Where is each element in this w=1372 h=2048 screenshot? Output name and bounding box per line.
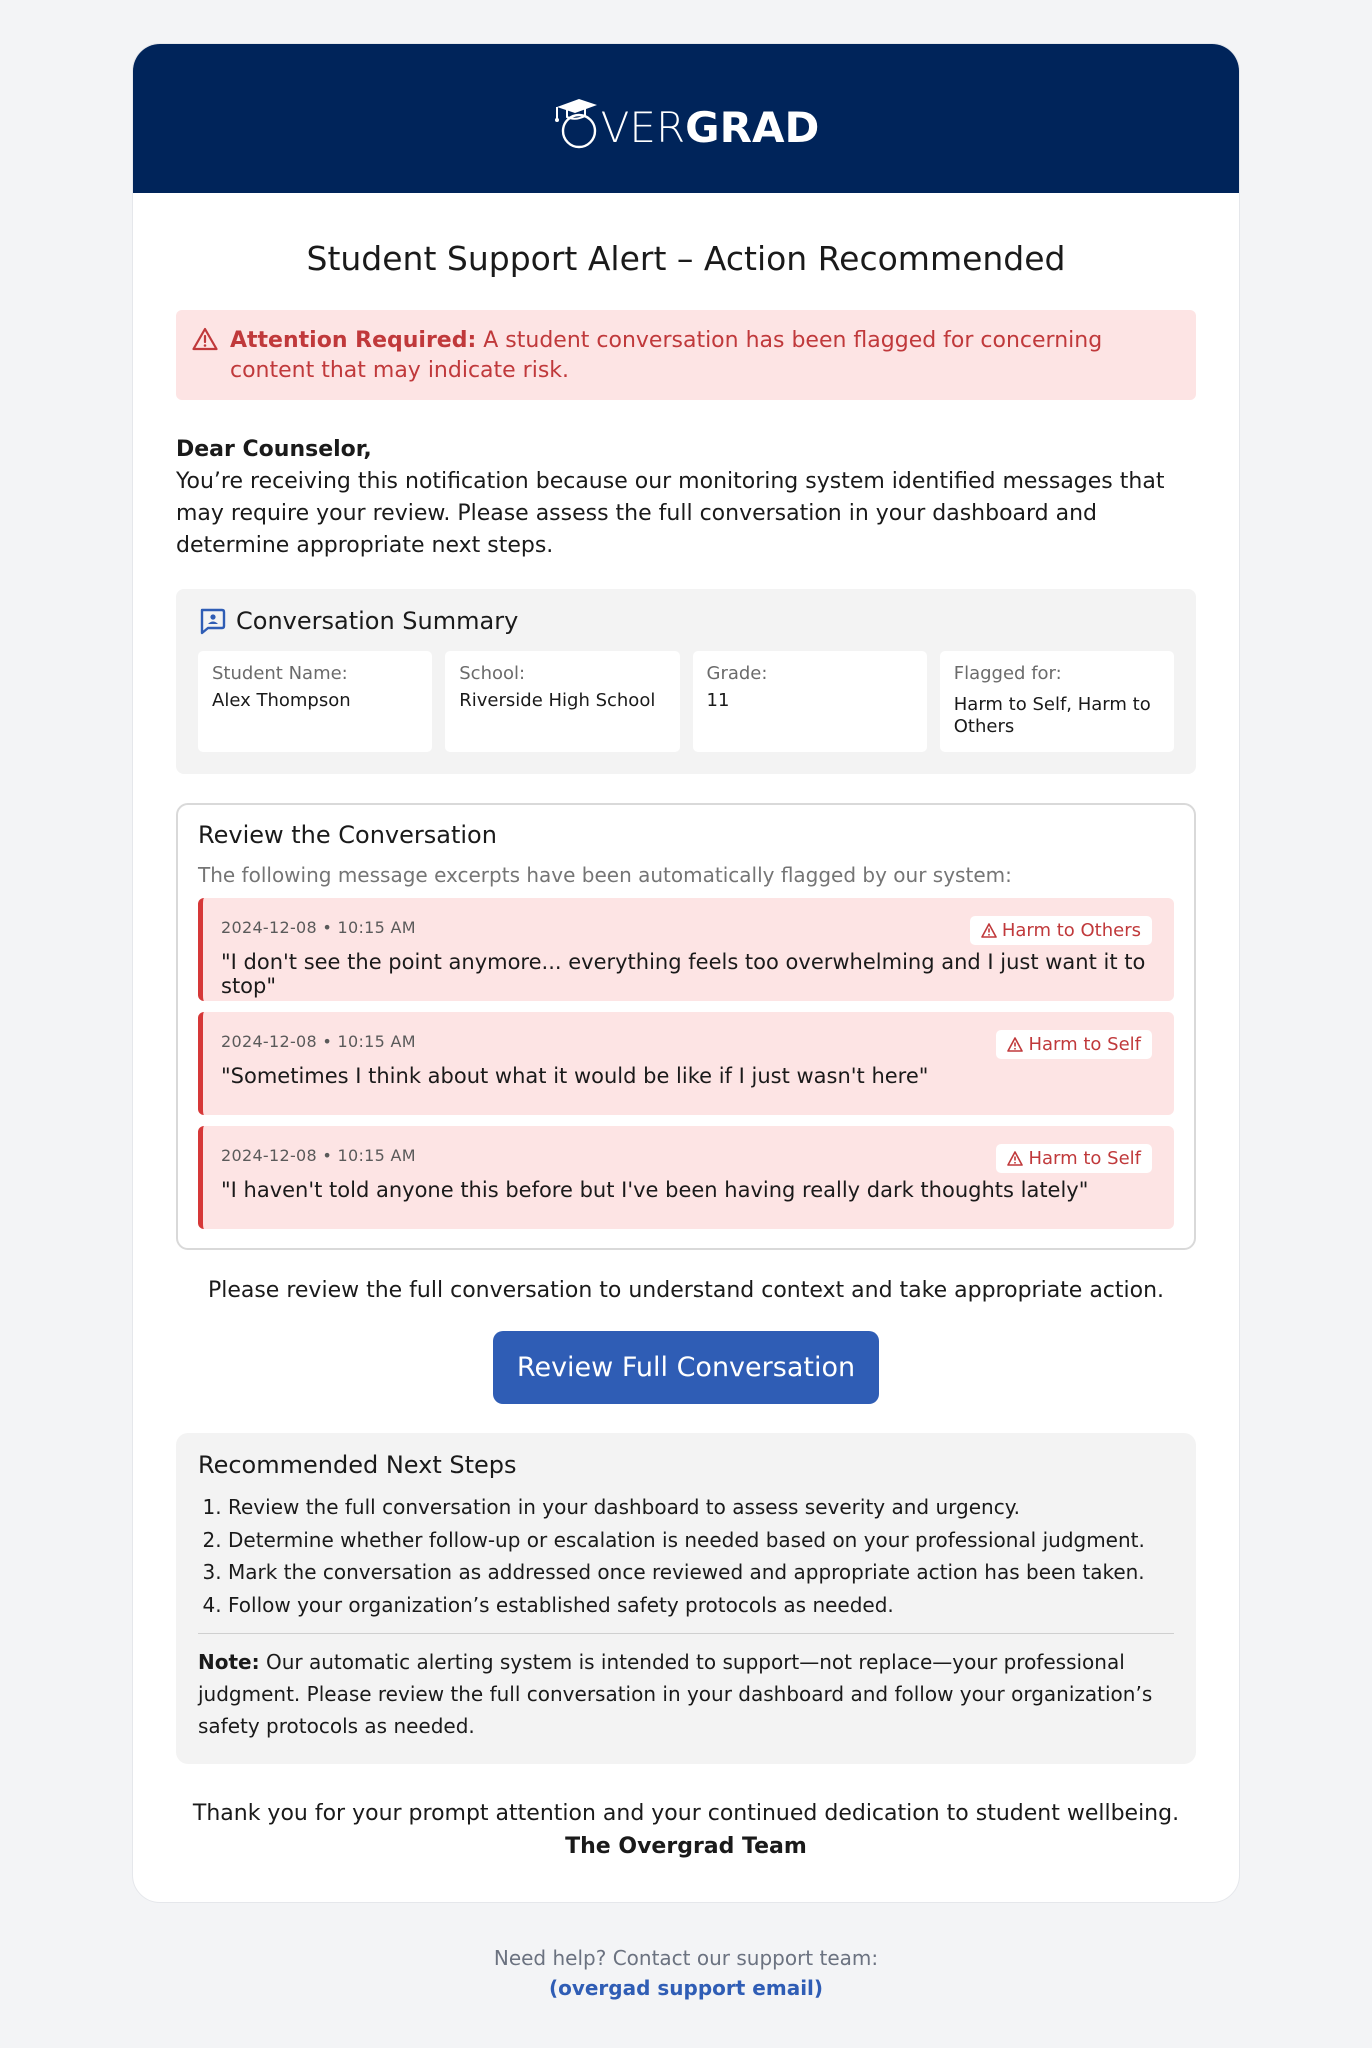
cta-text: Please review the full conversation to understand context and take appropriate action. xyxy=(207,1278,1165,1303)
review-heading: Review the Conversation xyxy=(198,821,497,849)
flag-badge xyxy=(970,916,1152,945)
message-quote: "Sometimes I think about what it would be like if I just wasn't here" xyxy=(221,1064,929,1088)
divider xyxy=(198,1633,1174,1634)
warning-triangle-icon xyxy=(1007,1151,1023,1166)
message-timestamp: 2024-12-08 • 10:15 AM xyxy=(221,1032,416,1051)
greeting-body: You’re receiving this notification because our monitoring system identified messages that may require your review. Please assess the full conversation in your dashboard and determine appropriate next steps. xyxy=(176,469,1165,558)
flag-badge xyxy=(996,1030,1152,1059)
flag-badge-label: Harm to Self xyxy=(1028,1148,1141,1169)
next-steps-panel xyxy=(176,1433,1196,1764)
attention-alert xyxy=(176,310,1196,400)
review-full-conversation-button[interactable]: Review Full Conversation xyxy=(493,1331,879,1404)
thanks-text: Thank you for your prompt attention and your continued dedication to student wellbeing. xyxy=(192,1801,1180,1826)
message-quote: "I haven't told anyone this before but I've been having really dark thoughts lately" xyxy=(221,1178,1089,1202)
field-value: Harm to Self, Harm to Others xyxy=(953,694,1151,737)
email-card xyxy=(132,43,1240,1903)
logo-text-light: VER xyxy=(600,102,686,152)
warning-triangle-icon xyxy=(192,327,218,360)
message-quote: "I don't see the point anymore... everything feels too overwhelming and I just want it to stop" xyxy=(221,950,1146,998)
steps-heading: Recommended Next Steps xyxy=(198,1451,517,1479)
signature: The Overgrad Team xyxy=(565,1834,807,1859)
field-student-name xyxy=(198,651,432,752)
flagged-message xyxy=(198,1012,1174,1115)
field-value: 11 xyxy=(706,690,730,711)
help-text: Need help? Contact our support team: xyxy=(493,1946,879,1970)
flagged-message xyxy=(198,898,1174,1001)
footer xyxy=(0,1946,1372,2000)
overgrad-logo xyxy=(553,89,820,152)
conversation-summary xyxy=(176,589,1196,774)
flag-badge-label: Harm to Others xyxy=(1001,920,1141,941)
list-item: 4. Follow your organization’s established safety protocols as needed. xyxy=(228,1589,1174,1622)
note xyxy=(198,1646,1174,1742)
note-text: Our automatic alerting system is intended to support—not replace—your professional judgment. Please review the full conversation in your dashboard and follow your organization’s safety protocols as needed. xyxy=(198,1650,1153,1738)
closing xyxy=(176,1797,1196,1863)
steps-list xyxy=(198,1491,1174,1621)
list-item: 1. Review the full conversation in your dashboard to assess severity and urgency. xyxy=(228,1491,1174,1524)
alert-text: A student conversation has been flagged for concerning content that may indicate risk. xyxy=(230,328,1103,383)
field-label: Grade: xyxy=(706,663,768,684)
field-grade xyxy=(693,651,927,752)
alert-label: Attention Required: xyxy=(230,328,477,353)
flag-badge xyxy=(996,1144,1152,1173)
warning-triangle-icon xyxy=(1007,1037,1023,1052)
summary-heading: Conversation Summary xyxy=(236,607,519,635)
review-conversation-panel xyxy=(176,803,1196,1250)
message-timestamp: 2024-12-08 • 10:15 AM xyxy=(221,918,416,937)
email-header xyxy=(133,44,1239,193)
greeting-section xyxy=(176,434,1196,562)
page-title: Student Support Alert – Action Recommended xyxy=(306,239,1066,278)
field-value: Riverside High School xyxy=(459,690,656,711)
field-flagged-for xyxy=(940,651,1174,752)
graduation-cap-icon xyxy=(553,93,601,149)
field-label: School: xyxy=(459,663,526,684)
flagged-message xyxy=(198,1126,1174,1229)
support-email-link[interactable]: (overgad support email) xyxy=(548,1976,824,2000)
field-label: Student Name: xyxy=(212,663,348,684)
flag-badge-label: Harm to Self xyxy=(1028,1034,1141,1055)
review-subtitle: The following message excerpts have been automatically flagged by our system: xyxy=(198,863,1012,887)
field-value: Alex Thompson xyxy=(212,690,351,711)
list-item: 3. Mark the conversation as addressed once reviewed and appropriate action has been taken. xyxy=(228,1556,1174,1589)
message-timestamp: 2024-12-08 • 10:15 AM xyxy=(221,1146,416,1165)
logo-text-bold: GRAD xyxy=(685,102,820,152)
salutation: Dear Counselor, xyxy=(176,437,372,462)
list-item: 2. Determine whether follow-up or escalation is needed based on your professional judgment. xyxy=(228,1524,1174,1557)
field-label: Flagged for: xyxy=(953,663,1062,684)
chat-person-icon xyxy=(198,607,226,635)
field-school xyxy=(445,651,679,752)
warning-triangle-icon xyxy=(981,923,997,938)
note-label: Note: xyxy=(198,1650,260,1674)
